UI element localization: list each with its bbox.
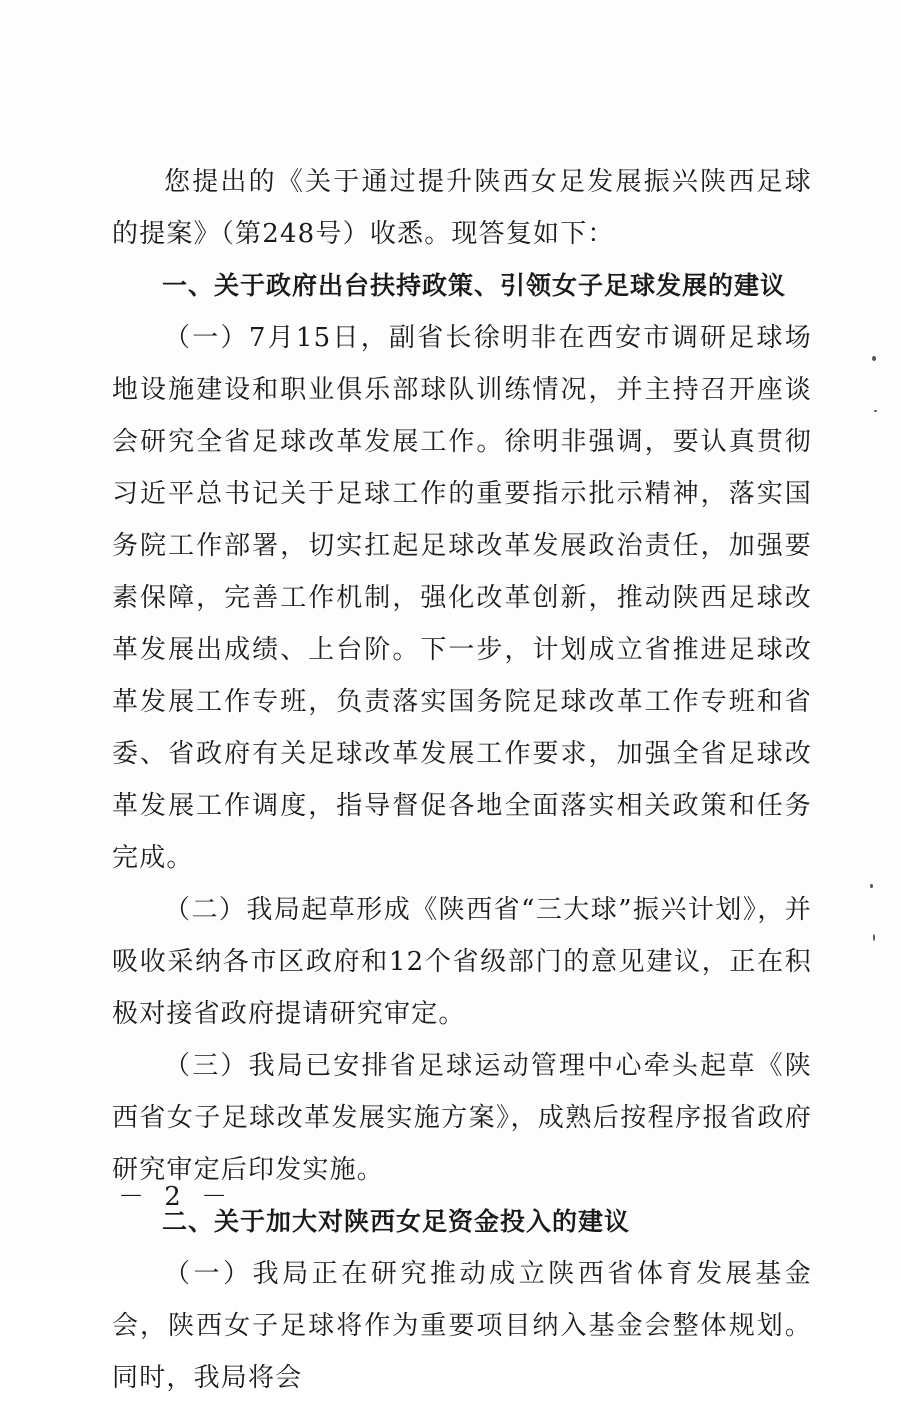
scan-speck xyxy=(872,356,876,361)
intro-paragraph: 您提出的《关于通过提升陕西女足发展振兴陕西足球的提案》（第248号）收悉。现答复如下： xyxy=(112,167,812,249)
scan-speck xyxy=(873,934,875,941)
section-1-paragraph-2: （二）我局起草形成《陕西省“三大球”振兴计划》，并吸收采纳各市区政府和12个省级部门的意见建议，正在积极对接省政府提请研究审定。 xyxy=(112,895,812,1029)
section-1-paragraph-3: （三）我局已安排省足球运动管理中心牵头起草《陕西省女子足球改革发展实施方案》，成熟后按程序报省政府研究审定后印发实施。 xyxy=(112,1051,812,1185)
scan-speck xyxy=(870,884,873,888)
section-2-heading: 二、关于加大对陕西女足资金投入的建议 xyxy=(162,1207,631,1236)
section-1-heading: 一、关于政府出台扶持政策、引领女子足球发展的建议 xyxy=(162,271,787,300)
document-body xyxy=(112,156,812,1404)
scan-speck xyxy=(874,410,877,412)
page-number: － 2 － xyxy=(118,1182,234,1212)
section-2-paragraph-1: （一）我局正在研究推动成立陕西省体育发展基金会，陕西女子足球将作为重要项目纳入基金会整体规划。同时，我局将会 xyxy=(112,1259,812,1393)
section-1-paragraph-1: （一）7月15日，副省长徐明非在西安市调研足球场地设施建设和职业俱乐部球队训练情况，并主持召开座谈会研究全省足球改革发展工作。徐明非强调，要认真贯彻习近平总书记关于足球工作的重要指示批示精神，落实国务院工作部署，切实扛起足球改革发展政治责任，加强要素保障，完善工作机制，强化改革创新，推动陕西足球改革发展出成绩、上台阶。下一步，计划成立省推进足球改革发展工作专班，负责落实国务院足球改革工作专班和省委、省政府有关足球改革发展工作要求，加强全省足球改革发展工作调度，指导督促各地全面落实相关政策和任务完成。 xyxy=(112,323,812,873)
